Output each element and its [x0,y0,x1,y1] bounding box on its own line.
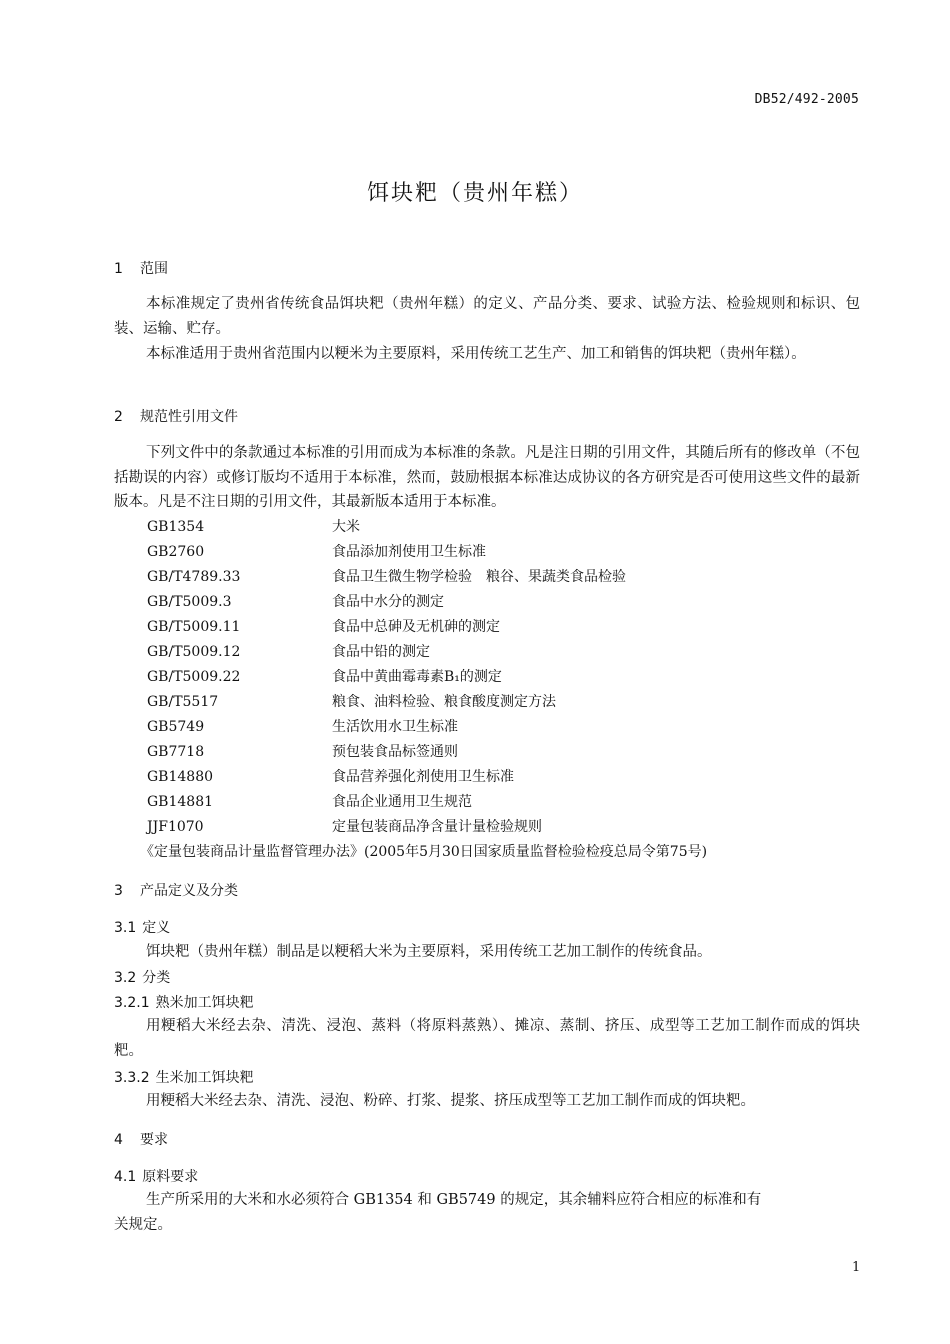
reference-name: 食品添加剂使用卫生标准 [332,544,486,560]
reference-row [147,766,514,786]
section-3-1-heading [114,917,170,937]
section-title: 范围 [140,261,168,277]
section-title: 熟米加工饵块粑 [155,995,254,1011]
reference-name: 食品中黄曲霉毒素B₁的测定 [332,669,502,685]
reference-code: GB14880 [147,769,214,785]
reference-code: GB1354 [147,519,205,535]
reference-extra: 《定量包装商品计量监督管理办法》(2005年5月30日国家质量监督检验检疫总局令第75号) [140,844,708,860]
page-number: 1 [852,1260,861,1275]
reference-name: 定量包装商品净含量计量检验规则 [332,819,542,835]
reference-code: GB/T5009.22 [147,669,241,685]
reference-name: 粮食、油料检验、粮食酸度测定方法 [332,694,556,710]
reference-row [147,691,556,711]
page-title: 饵块粑（贵州年糕） [366,181,583,206]
section-1-heading [114,258,168,278]
reference-name: 食品企业通用卫生规范 [332,794,472,810]
reference-row [147,541,486,561]
reference-code: GB14881 [147,794,214,810]
section-title: 要求 [140,1132,168,1148]
reference-code: GB/T5517 [147,694,219,710]
section-number: 3.2.1 [114,995,150,1011]
section-2-paragraph: 下列文件中的条款通过本标准的引用而成为本标准的条款。凡是注日期的引用文件，其随后所有的修改单（不包括勘误的内容）或修订版均不适用于本标准，然而，鼓励根据本标准达成协议的各方研究是否可使用这些文件的最新版本。凡是不注日期的引用文件，其最新版本适用于本标准。 [114,445,860,510]
reference-row [147,616,500,636]
reference-name: 食品中铅的测定 [332,644,430,660]
reference-row [147,566,626,586]
reference-name: 食品营养强化剂使用卫生标准 [332,769,514,785]
reference-row [147,516,360,536]
reference-code: GB/T5009.11 [147,619,241,635]
section-title: 分类 [142,970,171,986]
reference-row [147,791,472,811]
document-code: DB52/492-2005 [754,92,859,107]
section-4-1-heading [114,1166,198,1186]
reference-code: GB/T5009.12 [147,644,241,660]
section-3-2-heading [114,967,170,987]
reference-name: 大米 [332,519,360,535]
reference-code: GB/T4789.33 [147,569,241,585]
reference-row [147,816,542,836]
reference-code: JJF1070 [147,819,204,835]
section-3-1-paragraph: 饵块粑（贵州年糕）制品是以粳稻大米为主要原料，采用传统工艺加工制作的传统食品。 [146,944,712,960]
section-title: 规范性引用文件 [140,409,238,425]
reference-code: GB2760 [147,544,205,560]
section-number: 4.1 [114,1169,137,1185]
section-4-1-paragraph-line-2: 关规定。 [114,1217,172,1233]
reference-row [147,741,458,761]
section-number: 3 [114,883,123,899]
section-2-heading [114,406,238,426]
section-title: 原料要求 [142,1169,199,1185]
section-1-paragraph-2: 本标准适用于贵州省范围内以粳米为主要原料，采用传统工艺生产、加工和销售的饵块粑（贵州年糕）。 [146,346,806,362]
section-3-3-2-heading [114,1067,254,1087]
section-number: 3.1 [114,920,137,936]
reference-name: 预包装食品标签通则 [332,744,458,760]
reference-code: GB5749 [147,719,205,735]
section-3-3-2-paragraph: 用粳稻大米经去杂、清洗、浸泡、粉碎、打浆、提浆、挤压成型等工艺加工制作而成的饵块粑。 [146,1093,755,1109]
reference-row [147,666,502,686]
reference-code: GB7718 [147,744,205,760]
section-number: 3.3.2 [114,1070,150,1086]
reference-name: 食品中水分的测定 [332,594,444,610]
section-number: 2 [114,409,123,425]
section-4-1-paragraph-line-1: 生产所采用的大米和水必须符合 GB1354 和 GB5749 的规定，其余辅料应符合相应的标准和有 [146,1192,762,1208]
section-number: 1 [114,261,123,277]
reference-name: 生活饮用水卫生标准 [332,719,458,735]
section-3-2-1-paragraph: 用粳稻大米经去杂、清洗、浸泡、蒸料（将原料蒸熟）、摊凉、蒸制、挤压、成型等工艺加工制作而成的饵块粑。 [114,1018,860,1059]
section-4-heading [114,1129,168,1149]
section-3-heading [114,880,238,900]
section-title: 生米加工饵块粑 [155,1070,254,1086]
reference-row [147,716,458,736]
reference-name: 食品卫生微生物学检验 粮谷、果蔬类食品检验 [332,569,626,585]
section-3-2-1-heading [114,992,254,1012]
reference-row [147,591,444,611]
section-number: 4 [114,1132,123,1148]
section-title: 产品定义及分类 [140,883,238,899]
section-number: 3.2 [114,970,137,986]
reference-code: GB/T5009.3 [147,594,232,610]
section-title: 定义 [142,920,171,936]
section-1-paragraph-1: 本标准规定了贵州省传统食品饵块粑（贵州年糕）的定义、产品分类、要求、试验方法、检验规则和标识、包装、运输、贮存。 [114,296,860,337]
reference-row [147,641,430,661]
reference-name: 食品中总砷及无机砷的测定 [332,619,500,635]
